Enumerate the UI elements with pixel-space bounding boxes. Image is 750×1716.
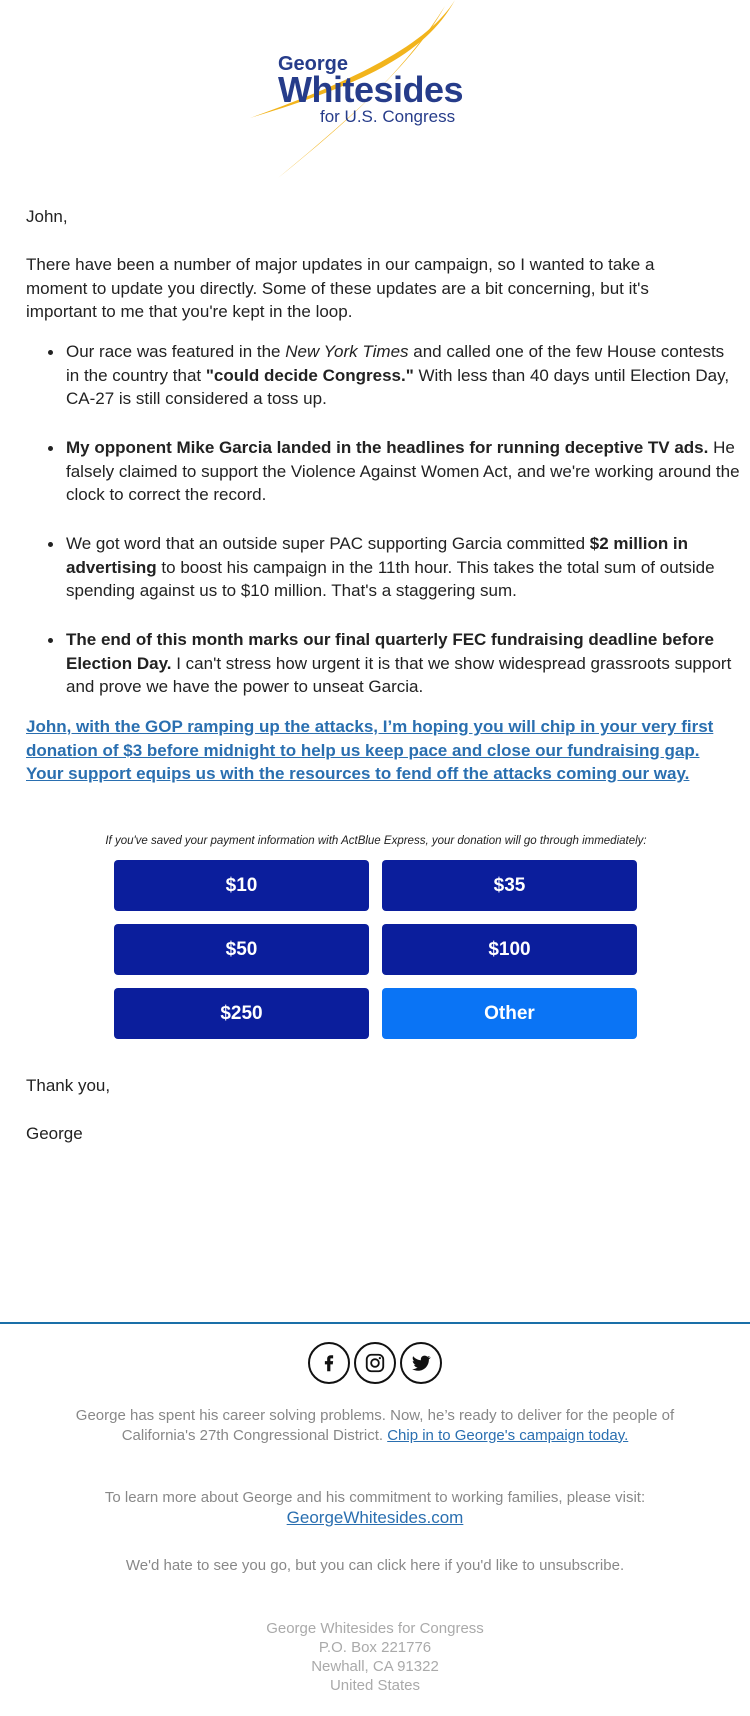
- list-item: [26, 436, 741, 507]
- footer-unsubscribe[interactable]: We'd hate to see you go, but you can click here if you'd like to unsubscribe.: [125, 1557, 625, 1574]
- campaign-logo: [240, 0, 510, 180]
- bullet-strong: My opponent Mike Garcia landed in the headlines for running deceptive TV ads.: [66, 438, 709, 457]
- address-line: George Whitesides for Congress: [266, 1620, 484, 1637]
- social-links: [0, 1342, 750, 1384]
- bullet-strong: $2 million in advertising: [66, 534, 689, 577]
- list-item: [26, 628, 741, 699]
- greeting: John,: [26, 207, 68, 226]
- footer-website-link[interactable]: GeorgeWhitesides.com: [286, 1507, 464, 1527]
- address-line: United States: [329, 1677, 421, 1694]
- facebook-icon[interactable]: [308, 1342, 350, 1384]
- bullet-strong: "could decide Congress.": [205, 365, 414, 385]
- donate-10-button[interactable]: $10: [114, 860, 369, 911]
- donation-ask-link[interactable]: John, with the GOP ramping up the attacks, I’m hoping you will chip in your very first donation of $3 before midnight to help us keep pace and close our fundraising gap. Your support equips us with the resources to fend off the attacks coming our way.: [26, 717, 714, 783]
- actblue-express-note: If you've saved your payment information with ActBlue Express, your donation will go through immediately:: [105, 835, 647, 847]
- bullet-emphasis: New York Times: [285, 342, 409, 361]
- footer-chip-in-link[interactable]: Chip in to George's campaign today.: [387, 1426, 629, 1444]
- logo-line-whitesides: Whitesides: [278, 69, 464, 110]
- donate-50-button[interactable]: $50: [114, 924, 369, 975]
- closing-thanks: Thank you,: [26, 1076, 111, 1095]
- footer-address: [75, 1619, 675, 1695]
- donate-35-button[interactable]: $35: [382, 860, 637, 911]
- bullet-strong: The end of this month marks our final quarterly FEC fundraising deadline before Election Day.: [66, 630, 714, 673]
- logo-line-george: George: [278, 53, 349, 75]
- bullet-text: He falsely claimed to support the Violence Against Women Act, and we're working around the clock to correct the record.: [66, 438, 740, 504]
- list-item: [26, 532, 741, 603]
- bullet-text: We got word that an outside super PAC supporting Garcia committed: [66, 534, 590, 553]
- intro-paragraph: There have been a number of major updates in our campaign, so I wanted to take a moment to update you directly. Some of these updates are a bit concerning, but it's important to me that you're kept in the loop.: [26, 255, 655, 321]
- footer-learn-text: To learn more about George and his commitment to working families, please visit:: [104, 1489, 646, 1506]
- bullet-text: I can't stress how urgent it is that we show widespread grassroots support and prove we have the power to unseat Garcia.: [66, 653, 732, 696]
- signature: George: [26, 1124, 83, 1143]
- footer-about: [75, 1406, 675, 1445]
- footer-learn-more: [75, 1488, 675, 1528]
- footer-divider: [0, 1322, 750, 1324]
- bullet-text: to boost his campaign in the 11th hour. This takes the total sum of outside spending against us to $10 million. That's a staggering sum.: [66, 557, 715, 600]
- bullet-text: With less than 40 days until Election Day, CA-27 is still considered a toss up.: [66, 365, 730, 408]
- list-item: [26, 340, 741, 411]
- bullet-text: Our race was featured in the: [66, 342, 286, 361]
- address-line: Newhall, CA 91322: [311, 1658, 439, 1675]
- donate-250-button[interactable]: $250: [114, 988, 369, 1039]
- donate-other-button[interactable]: Other: [382, 988, 637, 1039]
- twitter-icon[interactable]: [400, 1342, 442, 1384]
- donate-100-button[interactable]: $100: [382, 924, 637, 975]
- instagram-icon[interactable]: [354, 1342, 396, 1384]
- bullet-text: and called one of the few House contests in the country that: [66, 342, 725, 385]
- address-line: P.O. Box 221776: [318, 1639, 432, 1656]
- footer-about-text: George has spent his career solving problems. Now, he’s ready to deliver for the people of California's 27th Congressional District.: [75, 1407, 675, 1444]
- logo-line-congress: for U.S. Congress: [320, 107, 456, 126]
